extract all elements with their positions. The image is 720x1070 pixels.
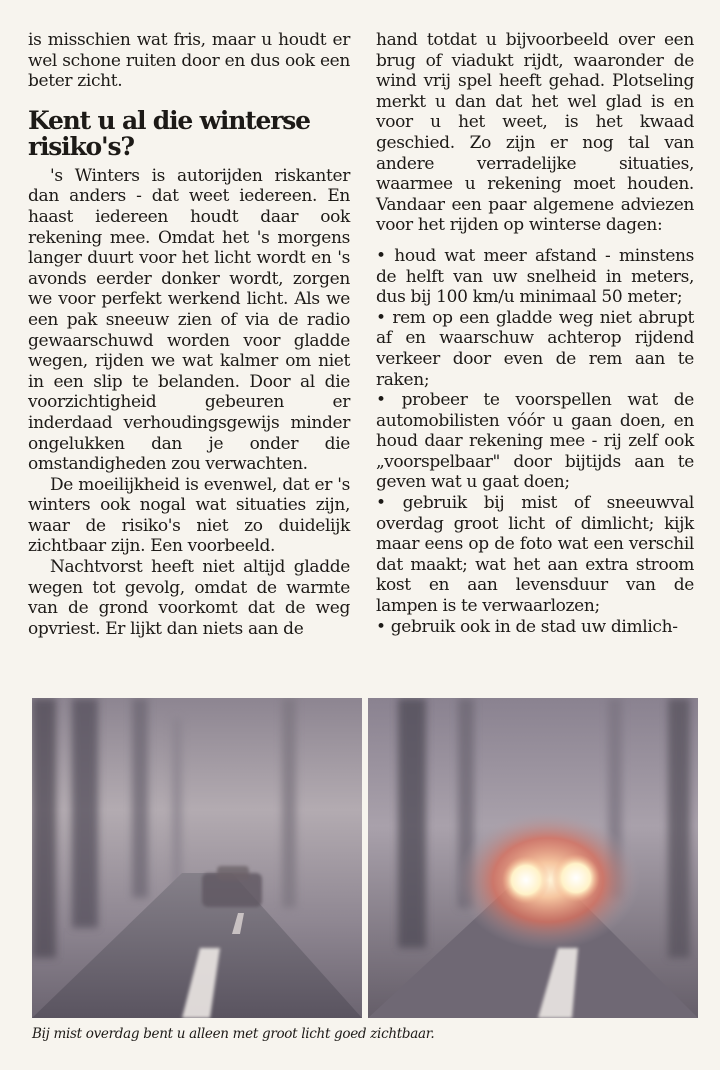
body-paragraph-3: Nachtvorst heeft niet altijd gladde wegen tot gevolg, omdat de warmte van de grond voorkomt dat de weg opvriest. Er lijkt dan niets aan de	[28, 557, 350, 639]
left-column	[28, 30, 350, 639]
right-column	[376, 30, 694, 637]
list-item: • rem op een gladde weg niet abrupt af en waarschuw achterop rijdend verkeer door even de rem aan te raken;	[376, 308, 694, 390]
body-paragraph-2: De moeilijkheid is evenwel, dat er 's winters ook nogal wat situaties zijn, waar de risiko's niet zo duidelijk zichtbaar zijn. Een voorbeeld.	[28, 474, 350, 557]
list-item: • gebruik ook in de stad uw dimlich-	[376, 617, 694, 638]
list-item: • houd wat meer afstand - minstens de helft van uw snelheid in meters, dus bij 100 km/u minimaal 50 meter;	[376, 246, 694, 308]
advice-list	[376, 246, 694, 637]
foggy-road-photo-icon	[32, 698, 362, 1018]
photo-caption: Bij mist overdag bent u alleen met groot licht goed zichtbaar.	[32, 1026, 435, 1042]
photo-fog-headlights	[368, 698, 698, 1018]
list-item: • gebruik bij mist of sneeuwval overdag groot licht of dimlicht; kijk maar eens op de foto wat een verschil dat maakt; wat het aan extra stroom kost en aan levensduur van de lampen is te verwaarlozen;	[376, 493, 694, 617]
list-item: • probeer te voorspellen wat de automobilisten vóór u gaan doen, en houd daar rekening mee - rij zelf ook „voorspelbaar" door bijtijds aan te geven wat u gaat doen;	[376, 390, 694, 493]
intro-paragraph: is misschien wat fris, maar u houdt er wel schone ruiten door en dus ook een beter zicht.	[28, 30, 350, 92]
photo-fog-no-lights	[32, 698, 362, 1018]
body-paragraph-1: 's Winters is autorijden riskanter dan anders - dat weet iedereen. En haast iedereen houdt daar ook rekening mee. Omdat het 's morgens langer duurt voor het licht wordt en 's avonds eerder donker wordt, zorgen we voor perfekt werkend licht. Als we een pak sneeuw zien of via de radio gewaarschuwd worden voor gladde wegen, rijden we wat kalmer om niet in een slip te belanden. Door al die voorzichtigheid gebeuren er inderdaad verhoudingsgewijs minder ongelukken dan je onder die omstandigheden zou verwachten.	[28, 165, 350, 475]
article-heading: Kent u al die winterse risiko's?	[28, 105, 310, 161]
foggy-road-headlights-icon	[368, 698, 698, 1018]
body-paragraph-continued: hand totdat u bijvoorbeeld over een brug of viadukt rijdt, waaronder de wind vrij spel heeft gehad. Plotseling merkt u dan dat het wel glad is en voor u het weet, is het kwaad geschied. Zo zijn er nog tal van andere verradelijke situaties, waarmee u rekening moet houden. Vandaar een paar algemene adviezen voor het rijden op winterse dagen:	[376, 30, 694, 236]
